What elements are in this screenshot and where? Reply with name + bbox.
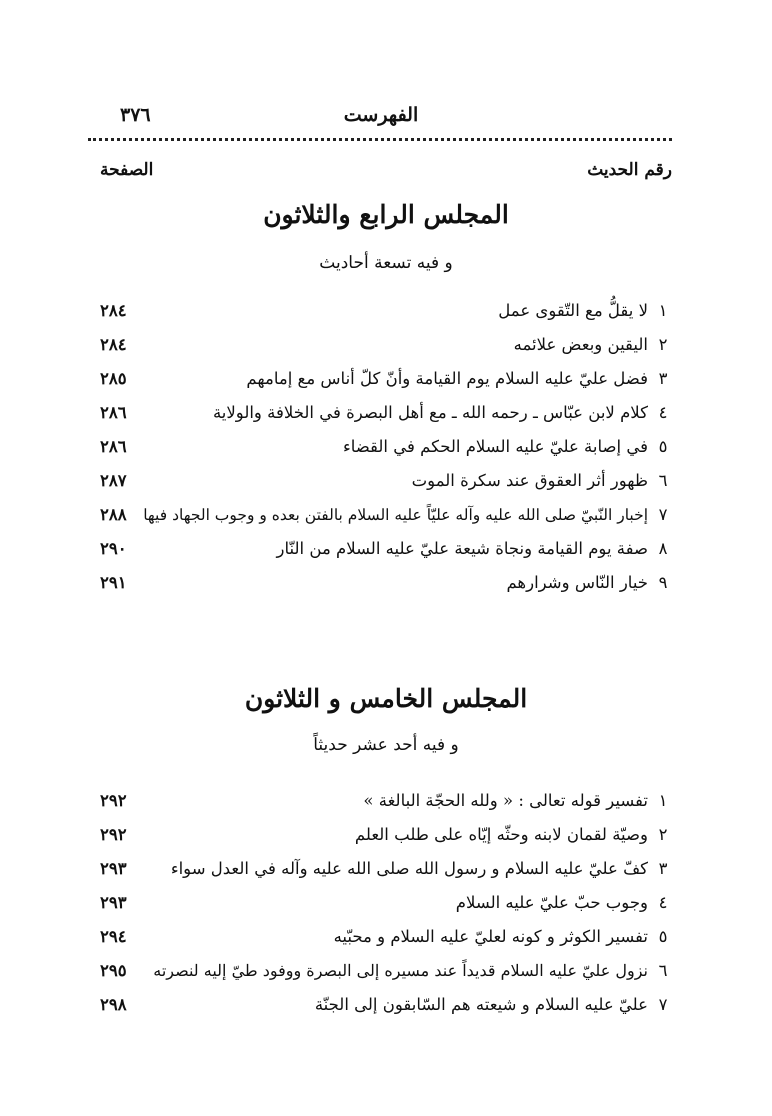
entry-text: في إصابة عليّ عليه السلام الحكم في القضاء (342, 437, 648, 456)
column-heading-page: الصفحة (100, 160, 154, 180)
entry-number: ٩ (658, 573, 668, 592)
entry-text: وصيّة لقمان لابنه وحثّه إيّاه على طلب العلم (354, 825, 648, 844)
list-item (100, 330, 672, 364)
entry-text: تفسير قوله تعالى : « ولله الحجّة البالغة » (363, 791, 648, 810)
entry-text: وجوب حبّ عليّ عليه السلام (455, 893, 648, 912)
entry-text: خيار النّاس وشرارهم (506, 573, 648, 592)
entry-number: ٧ (658, 505, 668, 524)
entry-page: ٢٩٢ (100, 791, 127, 810)
list-item (100, 888, 672, 922)
entry-number: ٢ (658, 335, 668, 354)
entry-text: تفسير الكوثر و كونه لعليّ عليه السلام و محبّيه (333, 927, 648, 946)
entry-text: نزول عليّ عليه السلام قديداً عند مسيره إلى البصرة ووفود طيّ إليه لنصرته (153, 961, 648, 980)
entry-page: ٢٨٥ (100, 369, 127, 388)
entry-page: ٢٨٦ (100, 403, 127, 422)
entry-number: ٨ (658, 539, 668, 558)
entry-text: فضل عليّ عليه السلام يوم القيامة وأنّ كلّ أناس مع إمامهم (246, 369, 648, 388)
list-item (100, 956, 672, 990)
list-item (100, 820, 672, 854)
entry-text: إخبار النّبيّ صلى الله عليه وآله عليّاً عليه السلام بالفتن بعده و وجوب الجهاد فيها (143, 506, 648, 524)
entry-text: ظهور أثر العقوق عند سكرة الموت (411, 471, 648, 490)
running-title: الفهرست (343, 104, 419, 126)
section-subtitle: و فيه تسعة أحاديث (319, 253, 453, 273)
list-item (100, 854, 672, 888)
list-item (100, 534, 672, 568)
entry-number: ٣ (658, 369, 668, 388)
section-subtitle: و فيه أحد عشر حديثاً (313, 735, 459, 755)
list-item (100, 398, 672, 432)
entry-text: اليقين وبعض علائمه (513, 335, 648, 354)
entry-number: ٢ (658, 825, 668, 844)
entry-page: ٢٨٨ (100, 505, 127, 524)
section-title: المجلس الرابع والثلاثون (263, 200, 509, 229)
entry-number: ٦ (658, 471, 668, 490)
entry-number: ٤ (658, 893, 668, 912)
entry-number: ٦ (658, 961, 668, 980)
entry-text: كفّ عليّ عليه السلام و رسول الله صلى الله عليه وآله في العدل سواء (170, 859, 648, 878)
list-item (100, 990, 672, 1024)
list-item (100, 466, 672, 500)
list-item (100, 432, 672, 466)
entry-page: ٢٩٥ (100, 961, 127, 980)
entry-page: ٢٨٦ (100, 437, 127, 456)
entry-page: ٢٨٤ (100, 335, 127, 354)
list-item (100, 364, 672, 398)
entry-number: ٥ (658, 437, 668, 456)
entry-page: ٢٩٣ (100, 859, 127, 878)
entry-page: ٢٩٣ (100, 893, 127, 912)
entry-text: كلام لابن عبّاس ـ رحمه الله ـ مع أهل البصرة في الخلافة والولاية (212, 403, 648, 422)
column-headings (100, 160, 672, 186)
entry-page: ٢٨٧ (100, 471, 127, 490)
entry-number: ١ (658, 791, 668, 810)
dotted-divider (88, 138, 672, 141)
list-item (100, 922, 672, 956)
running-page-number: ٣٧٦ (120, 104, 151, 126)
list-item (100, 568, 672, 602)
entry-number: ١ (658, 301, 668, 320)
column-heading-hadith-number: رقم الحديث (587, 160, 672, 180)
entries-list (100, 786, 672, 1024)
entry-number: ٤ (658, 403, 668, 422)
entry-page: ٢٩٠ (100, 539, 127, 558)
entry-number: ٥ (658, 927, 668, 946)
entry-text: صفة يوم القيامة ونجاة شيعة عليّ عليه السلام من النّار (276, 539, 648, 558)
entry-page: ٢٩١ (100, 573, 127, 592)
entry-page: ٢٨٤ (100, 301, 127, 320)
entry-page: ٢٩٤ (100, 927, 127, 946)
list-item (100, 296, 672, 330)
entry-page: ٢٩٨ (100, 995, 127, 1014)
entries-list (100, 296, 672, 602)
list-item (100, 786, 672, 820)
section-title: المجلس الخامس و الثلاثون (244, 684, 528, 713)
entry-text: عليّ عليه السلام و شيعته هم السّابقون إلى الجنّة (314, 995, 648, 1014)
entry-number: ٣ (658, 859, 668, 878)
entry-text: لا يقلُّ مع التّقوى عمل (498, 301, 648, 320)
entry-page: ٢٩٢ (100, 825, 127, 844)
running-header (90, 100, 672, 136)
entry-number: ٧ (658, 995, 668, 1014)
list-item (100, 500, 672, 534)
